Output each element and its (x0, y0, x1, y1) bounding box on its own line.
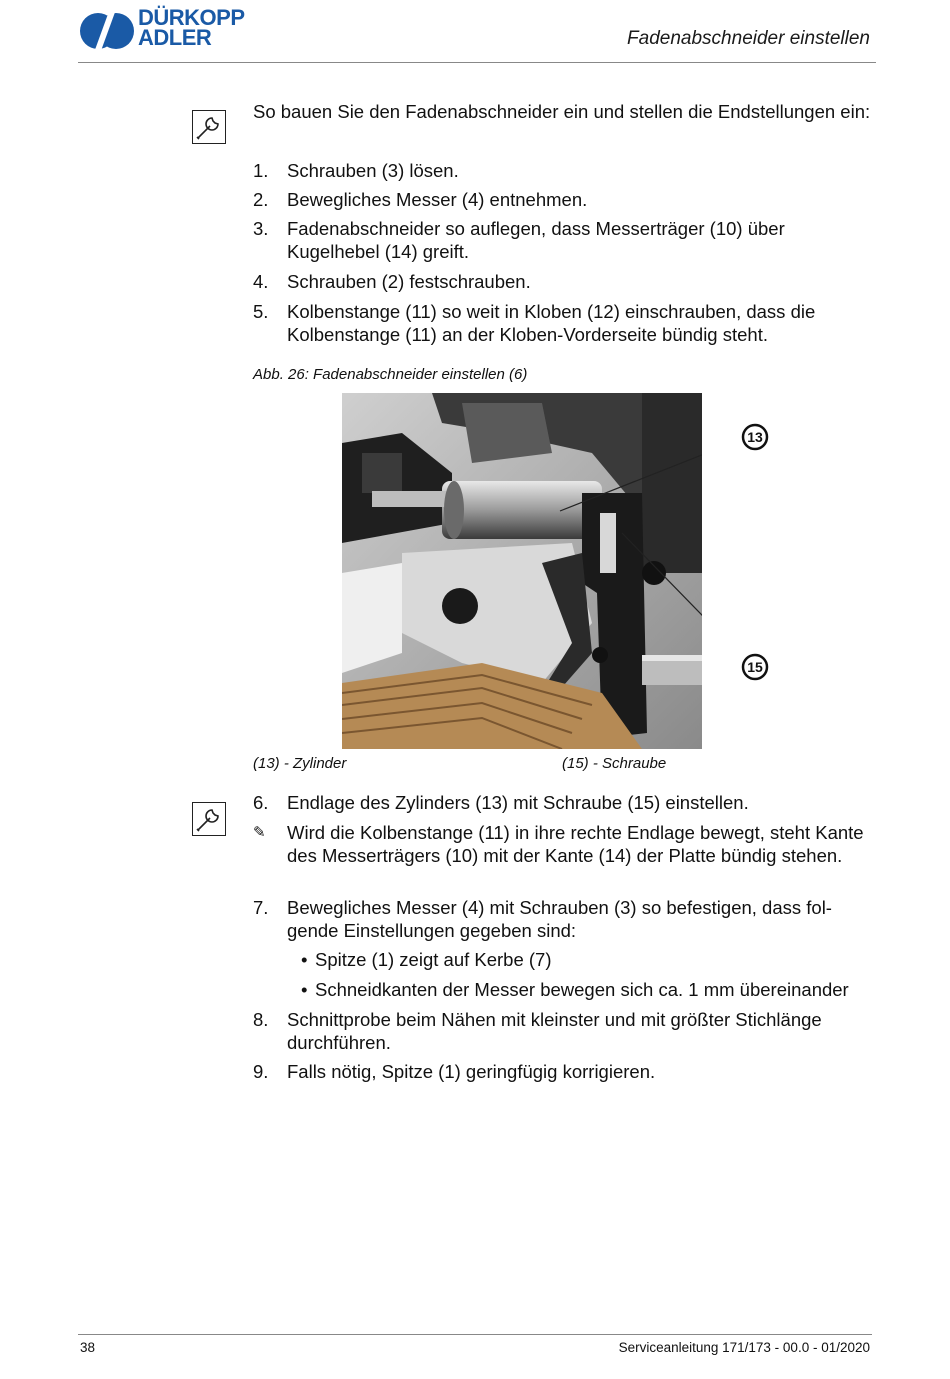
step-number: 4. (253, 271, 269, 292)
step-number: 3. (253, 218, 269, 239)
step-text: Falls nötig, Spitze (1) geringfügig korrigieren. (287, 1061, 656, 1082)
figure-caption: Abb. 26: Fadenabschneider einstellen (6) (253, 366, 528, 383)
step-number: 8. (253, 1009, 269, 1030)
step-text: Bewegliches Messer (4) mit Schrauben (3) so befestigen, dass fol-gende Einstellungen gegeben sind: (287, 897, 832, 941)
legend-zylinder: (13) - Zylinder (253, 755, 347, 772)
logo-mark-icon (78, 8, 136, 54)
step-number: 2. (253, 189, 269, 210)
step-number: 5. (253, 301, 269, 322)
callout-13 (740, 422, 770, 452)
header-divider (78, 62, 876, 63)
step-text: Bewegliches Messer (4) entnehmen. (287, 189, 588, 210)
page-title: Fadenabschneider einstellen (627, 28, 870, 49)
legend-schraube: (15) - Schraube (562, 755, 667, 772)
step-text: Kolbenstange (11) so weit in Kloben (12) einschrauben, dass die Kolbenstange (11) an der Kloben-Vorderseite bündig steht. (287, 301, 816, 345)
brand-logo (78, 5, 268, 54)
step-text: Schnittprobe beim Nähen mit kleinster und mit größter Stichlänge durchführen. (287, 1009, 822, 1053)
footer-divider (78, 1334, 872, 1335)
step-text: Schrauben (3) lösen. (287, 160, 459, 181)
page-number: 38 (80, 1340, 96, 1355)
wrench-icon (192, 110, 226, 144)
intro-text: So bauen Sie den Fadenabschneider ein und stellen die Endstellungen ein: (253, 101, 871, 122)
machine-photo (342, 393, 702, 749)
svg-text:15: 15 (747, 659, 763, 675)
bullet-text: Schneidkanten der Messer bewegen sich ca. 1 mm übereinander (315, 979, 849, 1000)
brand-name (138, 5, 245, 50)
step-number: 6. (253, 792, 269, 813)
step-text: Schrauben (2) festschrauben. (287, 271, 531, 292)
step-number: 7. (253, 897, 269, 918)
step-text: Fadenabschneider so auflegen, dass Messerträger (10) über Kugelhebel (14) greift. (287, 218, 785, 262)
brand-line2: ADLER (138, 25, 212, 50)
svg-text:13: 13 (747, 429, 763, 445)
document-id: Serviceanleitung 171/173 - 00.0 - 01/2020 (618, 1340, 870, 1355)
step-number: 1. (253, 160, 269, 181)
callout-15 (740, 652, 770, 682)
bullet-dot-icon: • (301, 949, 308, 970)
bullet-text: Spitze (1) zeigt auf Kerbe (7) (315, 949, 552, 970)
brand-line1: DÜRKOPP (138, 5, 245, 30)
wrench-icon (192, 802, 226, 836)
bullet-dot-icon: • (301, 979, 308, 1000)
step-text: Endlage des Zylinders (13) mit Schraube (15) einstellen. (287, 792, 749, 813)
result-arrow-icon: ✎ (253, 824, 266, 841)
result-text: Wird die Kolbenstange (11) in ihre rechte Endlage bewegt, steht Kante des Messerträgers (10) mit der Kante (14) der Platte bündig stehen. (287, 822, 864, 866)
step-number: 9. (253, 1061, 269, 1082)
